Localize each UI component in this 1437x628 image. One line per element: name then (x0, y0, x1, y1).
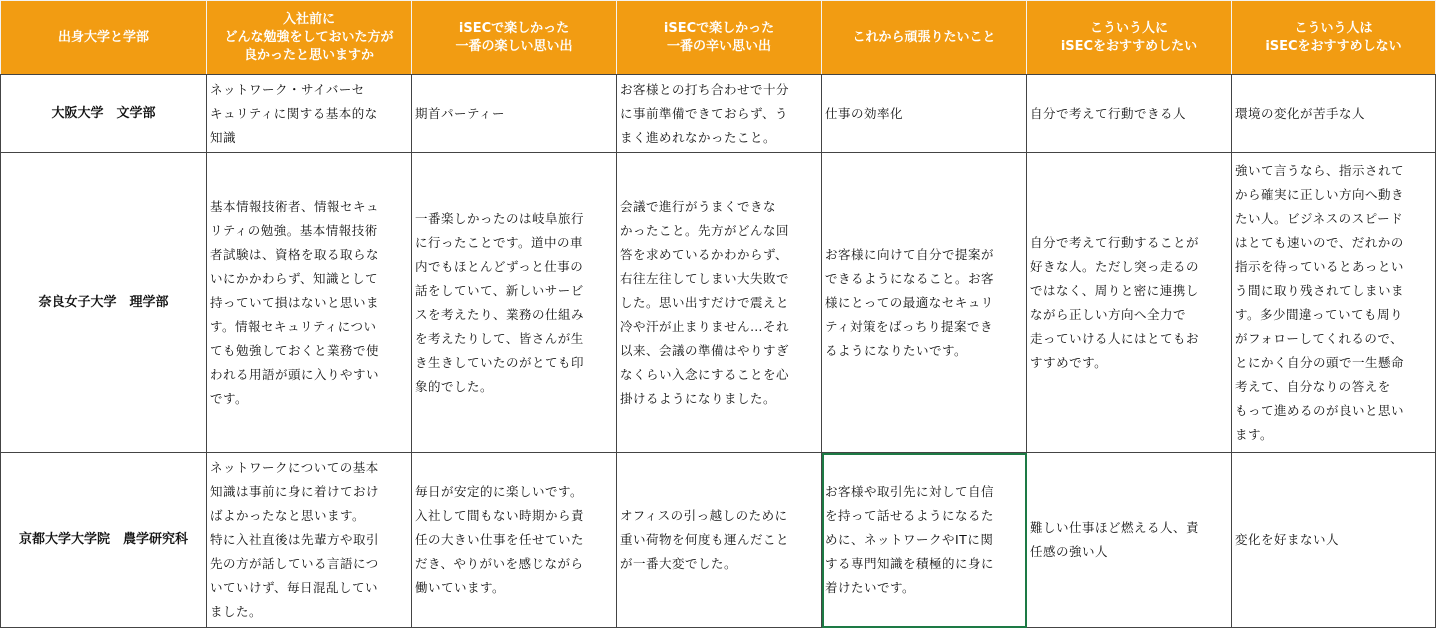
cell-text-line: がフォローしてくれるので、 (1235, 330, 1404, 346)
table-row (1, 453, 1436, 628)
cell-text-line: 象的でした。 (415, 378, 494, 394)
school-cell[interactable]: 大阪大学 文学部 (1, 75, 207, 153)
cell-text-line: 特に入社直後は先輩方や取引 (210, 532, 380, 547)
table-cell[interactable] (822, 75, 1027, 153)
cell-text-line: 一番楽しかったのは岐阜旅行 (415, 210, 585, 226)
header-text-line: iSECをおすすめしない (1265, 38, 1402, 54)
cell-text-line: とにかく自分の頭で一生懸命 (1235, 354, 1405, 370)
cell-text-line: 任の大きい仕事を任せていた (415, 532, 585, 547)
cell-text-line: 先の方が話している言語につ (210, 556, 379, 571)
cell-text-line: ました。 (210, 604, 263, 619)
cell-text-line: いにかかわらず、知識として (210, 270, 379, 286)
cell-text-line: を考えたりして、皆さんが生 (415, 330, 584, 346)
table-row (1, 75, 1436, 153)
cell-text-line: す。多少間違っていても周り (1235, 306, 1404, 322)
cell-text-line: 入社して間もない時期から責 (415, 508, 585, 523)
cell-text-line: き生きしていたのがとても印 (415, 354, 585, 370)
cell-text-line: 右往左往してしまい大失敗で (620, 270, 790, 286)
cell-text-line: ながら正しい方向へ全力で (1030, 306, 1187, 322)
cell-text-line: 話をしていて、新しいサービ (415, 282, 584, 298)
cell-text-line: ネットワークについての基本 (210, 460, 379, 475)
cell-text-line: です。 (210, 390, 249, 406)
table-cell[interactable] (207, 75, 412, 153)
cell-text-line: 指示を待っているとあっとい (1235, 258, 1404, 274)
cell-text-line: 様にとっての最適なセキュリ (825, 294, 994, 310)
cell-text-line: 強いて言うなら、指示されて (1235, 162, 1405, 178)
header-text-line: iSECで楽しかった (458, 20, 570, 36)
cell-text-line: キュリティに関する基本的な (210, 105, 378, 121)
cell-text-line: ます。 (1235, 426, 1274, 442)
table-cell[interactable] (617, 75, 822, 153)
cell-text-line: 持っていて損はないと思いま (210, 294, 380, 310)
table-cell[interactable] (1027, 75, 1232, 153)
cell-text-line: すすめです。 (1030, 354, 1108, 370)
cell-text-line: 仕事の効率化 (825, 105, 904, 121)
cell-text-line: 冷や汗が止まりません…それ (620, 318, 790, 334)
cell-text-line: 自分で考えて行動することが (1030, 234, 1200, 250)
header-text-line: 出身大学と学部 (57, 29, 149, 45)
cell-text-line: まく進めれなかったこと。 (620, 129, 777, 145)
cell-text-line: お客様や取引先に対して自信 (825, 484, 995, 499)
cell-text-line: なくらい入念にすることを心 (620, 366, 790, 382)
header-text-line: どんな勉強をしておいた方が (224, 29, 394, 45)
table-cell[interactable] (207, 453, 412, 628)
cell-text-line: 知識は事前に身に着けておけ (210, 484, 380, 499)
header-future-goal[interactable] (822, 1, 1027, 75)
cell-text-line: われる用語が頭に入りやすい (210, 366, 380, 382)
school-cell[interactable]: 京都大学大学院 農学研究科 (1, 453, 207, 628)
cell-text-line: ばよかったなと思います。 (210, 508, 366, 523)
cell-text-line: オフィスの引っ越しのために (620, 508, 788, 523)
cell-text-line: 掛けるようになりました。 (620, 390, 777, 406)
cell-text-line: 変化を好まない人 (1235, 532, 1340, 547)
cell-text-line: 者試験は、資格を取る取らな (210, 246, 380, 262)
cell-text-line: だき、やりがいを感じながら (415, 556, 584, 571)
cell-text-line: できるようになること。お客 (825, 270, 995, 286)
cell-text-line: いていけず、毎日混乱してい (210, 580, 379, 595)
cell-text-line: を持って話せるようになるた (825, 508, 995, 523)
table-row (1, 153, 1436, 453)
cell-text-line: す。情報セキュリティについ (210, 318, 377, 334)
selected-cell[interactable] (822, 453, 1027, 628)
cell-text-line: から確実に正しい方向へ動き (1235, 186, 1405, 202)
header-school[interactable] (1, 1, 207, 75)
header-row (1, 1, 1436, 75)
header-text-line: こういう人に (1089, 20, 1168, 36)
cell-text-line: 期首パーティー (415, 105, 506, 121)
cell-text-line: した。思い出すだけで震えと (620, 294, 790, 310)
cell-text-line: リティの勉強。基本情報技術 (210, 222, 378, 238)
table-body (1, 75, 1436, 628)
school-cell[interactable]: 奈良女子大学 理学部 (1, 153, 207, 453)
table-cell[interactable] (1232, 453, 1436, 628)
header-recommend[interactable] (1027, 1, 1232, 75)
cell-text-line: 考えて、自分なりの答えを (1235, 378, 1391, 394)
cell-text-line: もって進めるのが良いと思い (1235, 402, 1405, 418)
header-study-before[interactable] (207, 1, 412, 75)
header-hard-memory[interactable] (617, 1, 822, 75)
cell-text-line: かったこと。先方がどんな回 (620, 222, 790, 238)
table-cell[interactable] (207, 153, 412, 453)
table-cell[interactable] (412, 75, 617, 153)
table-cell[interactable] (1027, 153, 1232, 453)
cell-text-line: に事前準備できておらず、う (620, 105, 789, 121)
cell-text-line: お客様に向けて自分で提案が (825, 246, 995, 262)
cell-text-line: 答を求めているかわからず、 (620, 246, 789, 262)
cell-text-line: 着けたいです。 (825, 580, 916, 595)
cell-text-line: う間に取り残されてしまいま (1235, 282, 1405, 298)
table-cell[interactable] (617, 153, 822, 453)
table-cell[interactable] (1232, 153, 1436, 453)
table-cell[interactable] (822, 153, 1027, 453)
header-text-line: 一番の楽しい思い出 (455, 38, 573, 54)
table-cell[interactable] (1027, 453, 1232, 628)
cell-text-line: 毎日が安定的に楽しいです。 (415, 484, 584, 499)
cell-text-line: るようになりたいです。 (825, 342, 968, 358)
cell-text-line: 基本情報技術者、情報セキュ (210, 198, 380, 214)
table-cell[interactable] (412, 453, 617, 628)
header-text-line: iSECをおすすめしたい (1060, 38, 1198, 54)
cell-text-line: 自分で考えて行動できる人 (1030, 105, 1187, 121)
cell-text-line: スを考えたり、業務の仕組み (415, 306, 585, 322)
cell-text-line: 環境の変化が苦手な人 (1235, 105, 1366, 121)
header-text-line: これから頑張りたいこと (852, 29, 996, 45)
cell-text-line: する専門知識を積極的に身に (825, 556, 995, 571)
header-not-recommend[interactable] (1232, 1, 1436, 75)
table-cell[interactable] (412, 153, 617, 453)
cell-text-line: 知識 (210, 129, 237, 145)
header-text-line: 良かったと思いますか (243, 47, 374, 63)
cell-text-line: 重い荷物を何度も運んだこと (620, 532, 790, 547)
header-text-line: 入社前に (282, 11, 335, 27)
table-cell[interactable] (617, 453, 822, 628)
cell-text-line: ティ対策をばっちり提案でき (825, 318, 994, 334)
cell-text-line: ネットワーク・サイバーセ (210, 81, 365, 97)
cell-text-line: が一番大変でした。 (620, 556, 738, 571)
cell-text-line: 難しい仕事ほど燃える人、責 (1030, 520, 1200, 535)
header-fun-memory[interactable] (412, 1, 617, 75)
cell-text-line: たい人。ビジネスのスピード (1235, 210, 1404, 226)
header-text-line: こういう人は (1294, 20, 1373, 36)
cell-text-line: 走っていける人にはとてもお (1030, 330, 1200, 346)
cell-text-line: 働いています。 (415, 580, 506, 595)
cell-text-line: 以来、会議の準備はやりすぎ (620, 342, 790, 358)
cell-text-line: はとても速いので、だれかの (1235, 234, 1404, 250)
cell-text-line: 会議で進行がうまくできな (620, 198, 777, 214)
cell-text-line: ではなく、周りと密に連携し (1030, 282, 1199, 298)
header-text-line: 一番の辛い思い出 (666, 38, 771, 54)
cell-text-line: 好きな人。ただし突っ走るの (1030, 258, 1200, 274)
cell-text-line: お客様との打ち合わせで十分 (620, 81, 790, 97)
cell-text-line: 内でもほとんどずっと仕事の (415, 258, 584, 274)
header-text-line: iSECで楽しかった (663, 20, 775, 36)
cell-text-line: ても勉強しておくと業務で使 (210, 342, 380, 358)
cell-text-line: 任感の強い人 (1030, 544, 1109, 559)
table-cell[interactable] (1232, 75, 1436, 153)
cell-text-line: めに、ネットワークやITに関 (825, 532, 994, 547)
cell-text-line: に行ったことです。道中の車 (415, 234, 584, 250)
